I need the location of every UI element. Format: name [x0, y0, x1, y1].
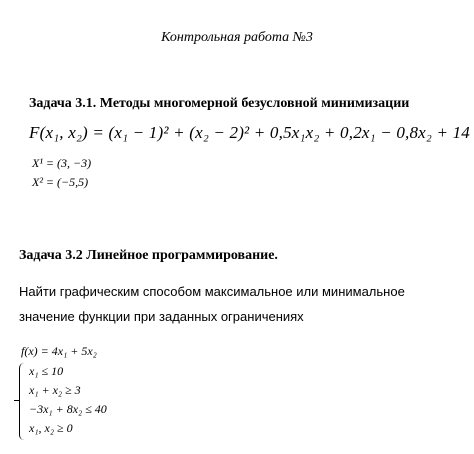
constraint-2: x₁ + x₂ ≥ 3	[29, 383, 81, 397]
start-point-1: X¹ = (3, −3)	[32, 156, 92, 170]
objective-function: f(x) = 4x₁ + 5x₂	[21, 344, 97, 358]
task-3-2-text-line-2: значение функции при заданных ограничениях	[19, 309, 304, 324]
constraint-1: x₁ ≤ 10	[29, 364, 64, 378]
task-3-2-text-line-1: Найти графическим способом максимальное или минимальное	[19, 284, 405, 299]
document-title: Контрольная работа №3	[161, 30, 313, 45]
task-3-2-heading: Задача 3.2 Линейное программирование.	[19, 248, 278, 263]
task-3-1-heading: Задача 3.1. Методы многомерной безусловной минимизации	[29, 96, 410, 111]
start-point-2: X² = (−5,5)	[32, 175, 89, 189]
constraint-brace	[19, 363, 27, 440]
constraint-4: x₁, x₂ ≥ 0	[29, 421, 73, 435]
task-3-1-function: F(x₁, x₂) = (x₁ − 1)² + (x₂ − 2)² + 0,5x₁x₂ + 0,2x₁ − 0,8x₂ + 14	[29, 123, 471, 142]
constraint-brace-tick	[14, 400, 19, 401]
constraint-3: −3x₁ + 8x₂ ≤ 40	[29, 402, 107, 416]
